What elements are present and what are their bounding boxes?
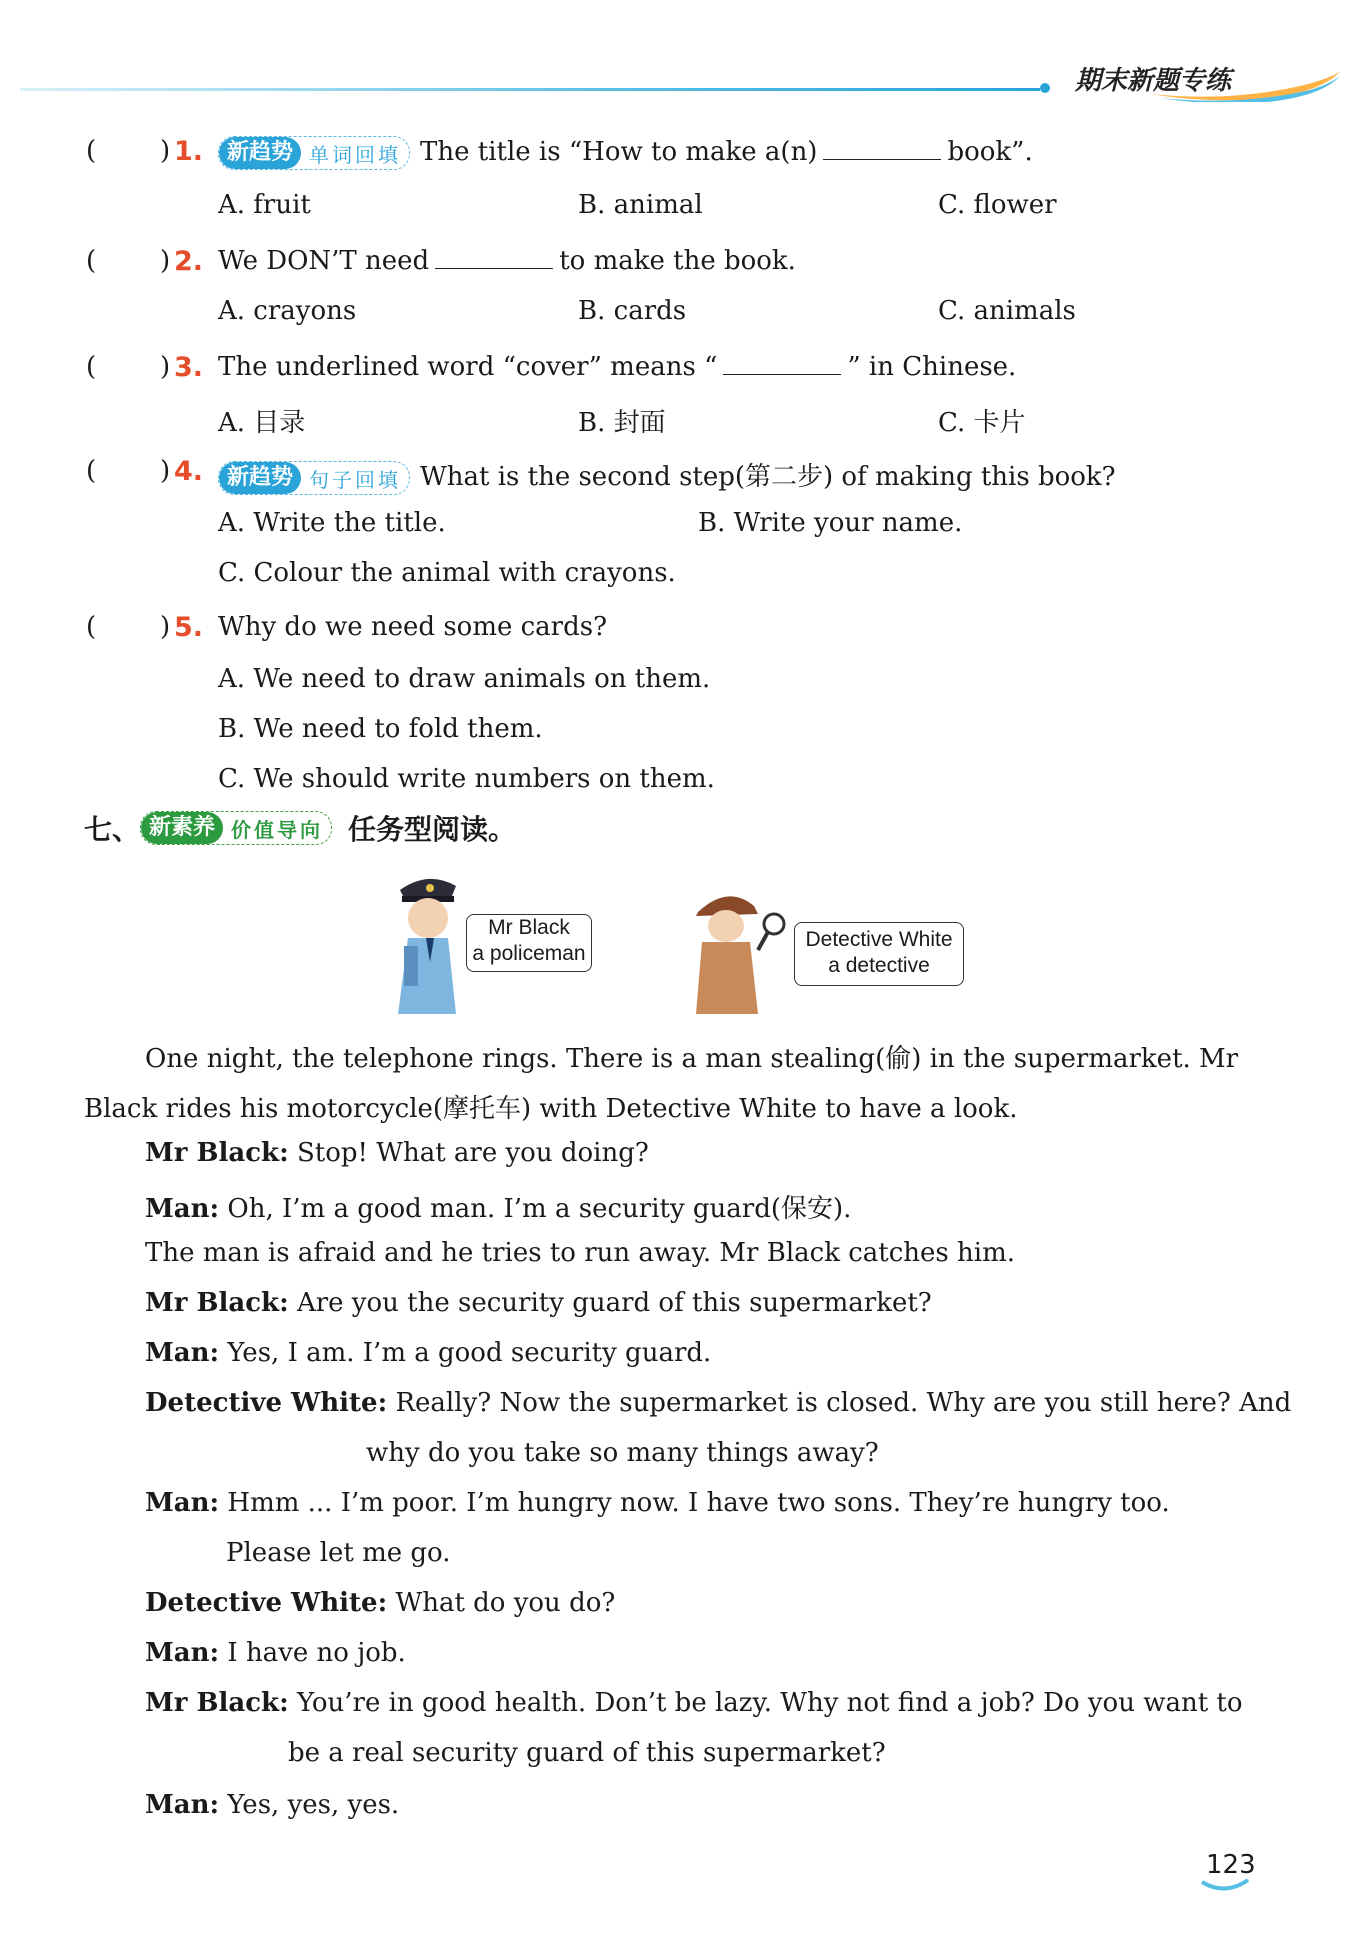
option-b: B. 封面 [578,408,666,438]
option-a: A. crayons [218,296,357,326]
question-text-after: book”. [947,137,1033,167]
badge-main: 新趋势 [219,462,301,494]
question-number: 1. [174,136,204,167]
question-text-before: The underlined word “cover” means “ [218,352,718,382]
answer-paren-open[interactable]: ( [86,136,97,166]
question-number: 4. [174,456,204,487]
badge-sub: 单词回填 [309,142,402,167]
header-title: 期末新题专练 [1075,66,1232,96]
question-number: 2. [174,246,204,277]
badge-main: 新素养 [141,812,223,844]
question-text [218,456,1116,495]
dialogue-text: I have no job. [227,1638,406,1668]
answer-paren-close: ) [160,456,171,486]
answer-blank[interactable] [823,137,941,160]
option-b: B. Write your name. [698,508,963,538]
speaker: Man: [145,1338,220,1368]
dialogue-line [145,1588,615,1618]
badge-sub: 价值导向 [231,817,324,842]
option-b: B. animal [578,190,703,220]
question-text-before: The title is “How to make a(n) [420,137,818,167]
dialogue-text: Yes, yes, yes. [227,1790,400,1820]
section-heading [84,808,516,848]
dialogue-line [145,1790,399,1820]
question-text [218,352,1016,382]
header-rule [20,88,1040,91]
question-text: Why do we need some cards? [218,612,608,642]
option-b: B. cards [578,296,687,326]
section-number: 七、 [84,813,141,846]
answer-paren-open[interactable]: ( [86,456,97,486]
option-a: A. Write the title. [218,508,446,538]
dialogue-text: Oh, I’m a good man. I’m a security guard(保安). [227,1194,852,1224]
dialogue-text: Are you the security guard of this supermarket? [296,1288,932,1318]
dialogue-line [145,1338,711,1368]
detective-label [794,922,964,986]
answer-paren-close: ) [160,246,171,276]
option-a: A. We need to draw animals on them. [218,664,711,694]
dialogue-line [145,1388,1291,1418]
speaker: Mr Black: [145,1288,289,1318]
section-title: 任务型阅读。 [348,813,517,846]
answer-blank[interactable] [435,246,553,269]
speaker: Detective White: [145,1388,388,1418]
question-text-before: We DON’T need [218,246,430,276]
option-a: A. fruit [218,190,311,220]
trend-badge [218,136,410,170]
detective-illustration [688,888,788,1014]
detective-role: a detective [828,954,930,977]
speaker: Man: [145,1194,220,1224]
policeman-illustration [386,872,466,1014]
dialogue-line [145,1488,1170,1518]
question-number: 5. [174,612,204,643]
page-number: 123 [1206,1850,1256,1880]
policeman-role: a policeman [472,942,586,965]
trend-badge [218,461,410,495]
question-text [218,136,1033,170]
literacy-badge [140,811,332,845]
option-c: C. flower [938,190,1057,220]
detective-name: Detective White [805,928,953,951]
answer-blank[interactable] [723,352,841,375]
option-c: C. We should write numbers on them. [218,764,715,794]
speaker: Man: [145,1488,220,1518]
dialogue-text: Stop! What are you doing? [296,1138,649,1168]
answer-paren-close: ) [160,352,171,382]
dialogue-continuation: why do you take so many things away? [366,1438,879,1468]
badge-main: 新趋势 [219,137,301,169]
question-text-after: to make the book. [559,246,796,276]
dialogue-line [145,1188,851,1225]
answer-paren-close: ) [160,136,171,166]
dialogue-line [145,1688,1243,1718]
page-number-arc-icon [1200,1878,1250,1894]
question-text-after: ” in Chinese. [847,352,1017,382]
dialogue-line [145,1288,932,1318]
speaker: Mr Black: [145,1688,289,1718]
policeman-name: Mr Black [488,916,570,939]
dialogue-continuation: be a real security guard of this supermarket? [288,1738,886,1768]
speaker: Man: [145,1790,220,1820]
narration-line: The man is afraid and he tries to run away. Mr Black catches him. [145,1238,1016,1268]
option-c: C. animals [938,296,1076,326]
dialogue-line [145,1138,649,1168]
question-text [218,246,796,276]
dialogue-text: Really? Now the supermarket is closed. Why are you still here? And [395,1388,1292,1418]
speaker: Detective White: [145,1588,388,1618]
dialogue-text: Yes, I am. I’m a good security guard. [227,1338,712,1368]
dialogue-continuation: Please let me go. [226,1538,451,1568]
option-c: C. Colour the animal with crayons. [218,558,676,588]
speaker: Man: [145,1638,220,1668]
option-b: B. We need to fold them. [218,714,543,744]
badge-sub: 句子回填 [309,467,402,492]
question-text-body: What is the second step(第二步) of making this book? [420,462,1116,492]
story-paragraph-line: Black rides his motorcycle(摩托车) with Detective White to have a look. [84,1094,1018,1124]
dialogue-text: What do you do? [395,1588,616,1618]
answer-paren-open[interactable]: ( [86,612,97,642]
answer-paren-open[interactable]: ( [86,352,97,382]
header-dot-icon [1040,83,1050,93]
option-c: C. 卡片 [938,408,1026,438]
answer-paren-close: ) [160,612,171,642]
dialogue-text: Hmm ... I’m poor. I’m hungry now. I have two sons. They’re hungry too. [227,1488,1170,1518]
dialogue-line [145,1638,406,1668]
question-number: 3. [174,352,204,383]
answer-paren-open[interactable]: ( [86,246,97,276]
dialogue-text: You’re in good health. Don’t be lazy. Why not find a job? Do you want to [296,1688,1243,1718]
story-paragraph-line: One night, the telephone rings. There is a man stealing(偷) in the supermarket. Mr [145,1044,1239,1074]
policeman-label [466,914,592,972]
speaker: Mr Black: [145,1138,289,1168]
option-a: A. 目录 [218,408,306,438]
